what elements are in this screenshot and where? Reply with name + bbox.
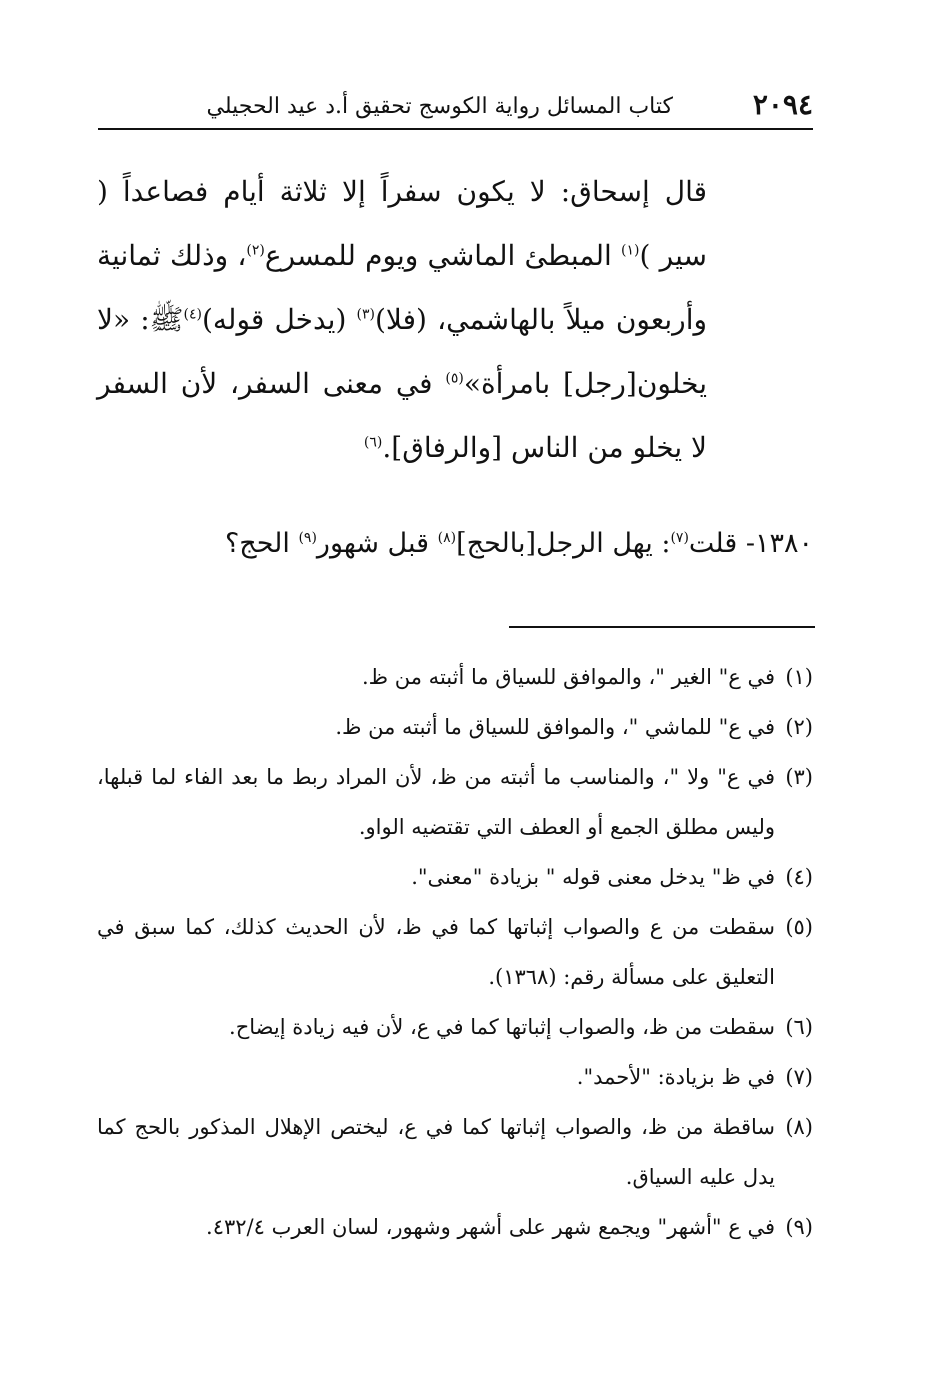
footnote-text: سقطت من ظ، والصواب إثباتها كما في ع، لأن فيه زيادة إيضاح.: [229, 1015, 775, 1039]
footnote-1: [97, 652, 813, 702]
footnote-2: [97, 702, 813, 752]
question-text: : يهل الرجل[بالحج]: [456, 528, 671, 559]
footnote-number: (٣): [785, 765, 813, 789]
passage-text: في معنى السفر، لأن السفر لا يخلو من الناس [والرفاق].: [97, 367, 707, 464]
footnote-9: [97, 1202, 813, 1252]
passage-paragraph: [97, 160, 707, 480]
footnote-number: (٧): [785, 1065, 813, 1089]
footnote-text: سقطت من ع والصواب إثباتها كما في ظ، لأن الحديث كذلك، كما سبق في التعليق على مسألة رقم: (١٣٦٨).: [97, 915, 775, 989]
footnote-number: (٢): [785, 715, 813, 739]
footnote-8: [97, 1102, 813, 1202]
footnote-number: (١): [785, 665, 813, 689]
footnote-5: [97, 902, 813, 1002]
footnote-3: [97, 752, 813, 852]
page-number: ٢٠٩٤: [752, 88, 813, 121]
footnote-6: [97, 1002, 813, 1052]
footnote-ref-3: (٣): [356, 306, 375, 323]
passage-text: المبطئ الماشي ويوم للمسرع: [264, 239, 612, 272]
footnote-ref-6: (٦): [363, 434, 383, 451]
running-title: كتاب المسائل رواية الكوسج تحقيق أ.د عيد الحجيلي: [206, 94, 673, 119]
question-number: ١٣٨٠: [754, 528, 813, 559]
footnote-text: في ظ بزيادة: "لأحمد".: [576, 1065, 775, 1089]
passage-text: ، وذلك ثمانية وأربعون ميلاً بالهاشمي، (فلا): [97, 239, 708, 336]
footnote-4: [97, 852, 813, 902]
footnote-number: (٨): [785, 1115, 813, 1139]
footnote-ref-9: (٩): [298, 530, 317, 546]
question-text: - قلت: [688, 528, 755, 559]
passage-text: (يدخل قوله): [201, 303, 357, 336]
footnote-number: (٤): [785, 865, 813, 889]
footnote-text: في ع" للماشي "، والموافق للسياق ما أثبته من ظ.: [335, 715, 775, 739]
footnote-7: [97, 1052, 813, 1102]
footnote-ref-8: (٨): [437, 530, 457, 546]
question-text: قبل شهور: [316, 528, 438, 559]
footnote-ref-5: (٥): [445, 370, 464, 387]
footnote-text: في ع" الغير "، والموافق للسياق ما أثبته من ظ.: [362, 665, 775, 689]
footnotes: [97, 652, 813, 1252]
page-header: [98, 86, 813, 130]
question-1380: [113, 520, 813, 568]
footnote-text: ساقطة من ظ، والصواب إثباتها كما في ع، ليختص الإهلال المذكور بالحج كما يدل عليه السياق.: [97, 1115, 775, 1189]
passage-text: قال إسحاق: لا يكون سفراً إلا ثلاثة أيام فصاعداً ( سير ): [97, 175, 707, 272]
footnote-number: (٦): [785, 1015, 813, 1039]
main-passage: [97, 160, 707, 480]
footnote-number: (٥): [785, 915, 813, 939]
footnote-ref-4: (٤): [183, 306, 202, 323]
passage-text: ﷺ: «لا يخلون[رجل] بامرأة»: [97, 303, 707, 400]
footnote-text: في ع "أشهر" ويجمع شهر على أشهر وشهور، لسان العرب ٤٣٢/٤.: [206, 1215, 775, 1239]
footnote-ref-1: (١): [621, 242, 640, 259]
footnote-ref-7: (٧): [670, 530, 689, 546]
footnote-text: في ع" ولا "، والمناسب ما أثبته من ظ، لأن المراد ربط ما بعد الفاء لما قبلها، وليس مطلق الجمع أو العطف التي تقتضيه الواو.: [97, 765, 775, 839]
footnote-text: في ظ" يدخل معنى قوله " بزيادة "معنى".: [411, 865, 775, 889]
footnote-number: (٩): [785, 1215, 813, 1239]
footnote-separator: [509, 626, 815, 628]
question-text: الحج؟: [224, 528, 299, 559]
footnote-ref-2: (٢): [246, 242, 265, 259]
